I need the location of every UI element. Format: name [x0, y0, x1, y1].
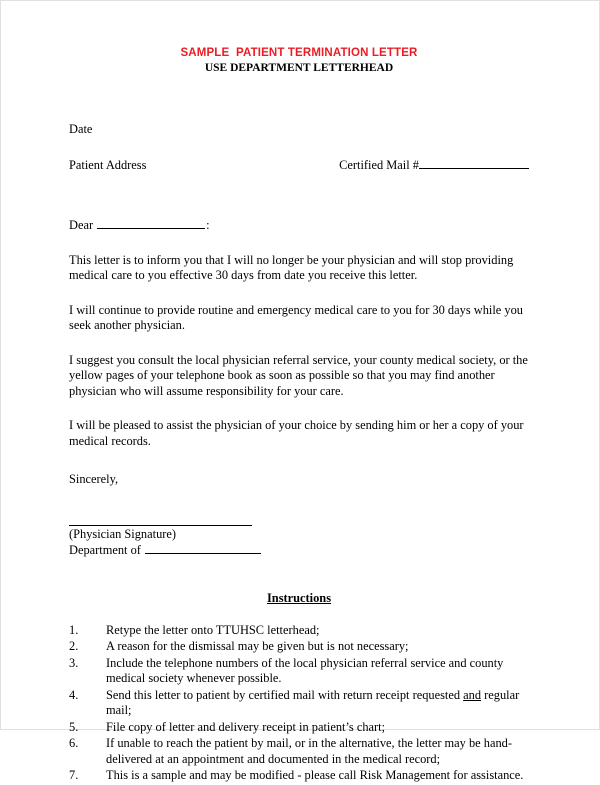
- list-item: [69, 623, 529, 639]
- letter-paragraph-3: I suggest you consult the local physician referral service, your county medical society, or the yellow pages of your telephone book as soon as possible so that you may find another physician who will assume responsibility for your care.: [69, 352, 528, 398]
- list-item-text-before: File copy of letter and delivery receipt in patient’s chart;: [106, 719, 386, 734]
- list-item-text: [106, 720, 529, 736]
- signature-label: (Physician Signature): [69, 526, 177, 541]
- list-item-number: 5.: [69, 719, 79, 734]
- certified-mail-blank[interactable]: [419, 157, 529, 169]
- list-item: [69, 639, 529, 655]
- list-item-text-before: This is a sample and may be modified - please call Risk Management for assistance.: [106, 768, 524, 782]
- list-item-text-before: If unable to reach the patient by mail, or in the alternative, the letter may be hand-delivered at an appointment and documented in the medical record;: [106, 736, 512, 766]
- document-header: [69, 46, 529, 76]
- department-label: Department of: [69, 543, 141, 557]
- list-item: [69, 656, 529, 687]
- department-line: [69, 542, 529, 559]
- certified-mail-field: [339, 157, 529, 174]
- list-item-text-before: Include the telephone numbers of the local physician referral service and county medical society whenever possible.: [106, 655, 504, 685]
- salutation-colon: :: [206, 218, 210, 232]
- instructions-heading-text: Instructions: [266, 590, 332, 605]
- list-item: [69, 768, 529, 784]
- list-item-number: 1.: [69, 622, 79, 637]
- list-item-text-before: A reason for the dismissal may be given but is not necessary;: [106, 639, 409, 653]
- list-item-text: [106, 736, 529, 767]
- closing-line: Sincerely,: [69, 472, 119, 486]
- letter-paragraph-1: This letter is to inform you that I will no longer be your physician and will stop providing medical care to you effective 30 days from date you receive this letter.: [69, 252, 514, 282]
- list-item: [69, 688, 529, 719]
- document-subtitle: USE DEPARTMENT LETTERHEAD: [204, 62, 394, 74]
- letter-paragraph-4: I will be pleased to assist the physician of your choice by sending him or her a copy of your medical records.: [69, 418, 524, 448]
- list-item-number: 3.: [69, 655, 79, 670]
- list-item-text-after: regular mail;: [106, 687, 520, 717]
- list-item-number: 2.: [69, 639, 79, 653]
- salutation-greeting: Dear: [69, 218, 94, 232]
- list-item-text: [106, 656, 529, 687]
- signature-block: [69, 525, 529, 559]
- instructions-list: [69, 623, 529, 784]
- instructions-heading: [69, 591, 529, 606]
- list-item-text: [106, 623, 529, 639]
- patient-address-label: Patient Address: [69, 157, 147, 172]
- certified-mail-label: Certified Mail #: [339, 157, 419, 172]
- letter-body: [69, 122, 529, 559]
- list-item: [69, 736, 529, 767]
- address-row: [69, 157, 529, 174]
- document-content: [69, 1, 529, 785]
- list-item-text-before: Send this letter to patient by certified mail with return receipt requested: [106, 687, 464, 702]
- salutation-line: [69, 217, 529, 234]
- list-item-number: 7.: [69, 768, 79, 782]
- signature-rule[interactable]: [69, 525, 252, 526]
- list-item-text: [106, 768, 529, 784]
- list-item: [69, 720, 529, 736]
- salutation-blank[interactable]: [97, 217, 205, 229]
- list-item-text: [106, 639, 529, 655]
- date-line: Date: [69, 122, 93, 136]
- document-title: SAMPLE PATIENT TERMINATION LETTER: [180, 47, 418, 59]
- department-blank[interactable]: [145, 542, 261, 554]
- list-item-number: 6.: [69, 736, 79, 750]
- list-item-text-underlined: and: [463, 687, 482, 702]
- list-item-text-before: Retype the letter onto TTUHSC letterhead;: [106, 622, 320, 637]
- list-item-text: [106, 688, 529, 719]
- list-item-number: 4.: [69, 687, 79, 702]
- letter-paragraph-2: I will continue to provide routine and emergency medical care to you for 30 days while you seek another physician.: [69, 302, 523, 332]
